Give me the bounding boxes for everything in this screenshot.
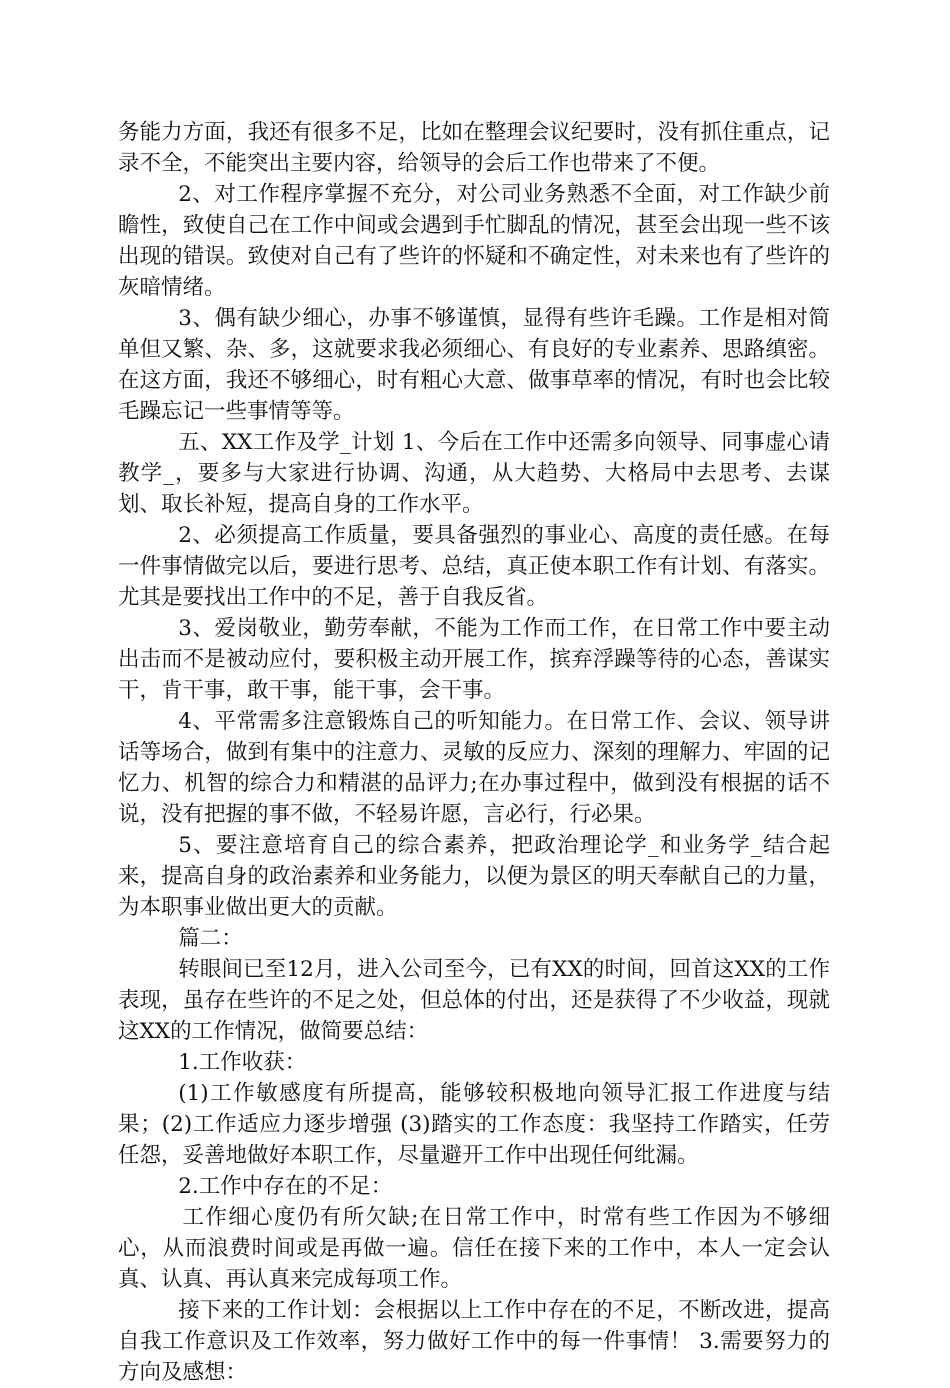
paragraph-item-2: 2、对工作程序掌握不充分，对公司业务熟悉不全面，对工作缺少前瞻性，致使自己在工作中间或会遇到手忙脚乱的情况，甚至会出现一些不该出现的错误。致使对自己有了些许的怀疑和不确定性，对未来也有了些许的灰暗情绪。	[118, 182, 830, 300]
paragraph-item-3: 3、偶有缺少细心，办事不够谨慎，显得有些许毛躁。工作是相对简单但又繁、杂、多，这就要求我必须细心、有良好的专业素养、思路缜密。在这方面，我还不够细心，时有粗心大意、做事草率的情况，有时也会比较毛躁忘记一些事情等等。	[118, 306, 830, 424]
paragraph-next-plan: 接下来的工作计划：会根据以上工作中存在的不足，不断改进，提高自我工作意识及工作效率，努力做好工作中的每一件事情！ 3.需要努力的方向及感想：	[118, 1298, 830, 1385]
paragraph-shortcomings: 工作细心度仍有所欠缺;在日常工作中，时常有些工作因为不够细心，从而浪费时间或是再做一遍。信任在接下来的工作中，本人一定会认真、认真、再认真来完成每项工作。	[118, 1205, 830, 1292]
paragraph-section-five: 五、XX工作及学_计划 1、今后在工作中还需多向领导、同事虚心请教学_，要多与大家进行协调、沟通，从大趋势、大格局中去思考、去谋划、取长补短，提高自身的工作水平。	[118, 430, 830, 517]
paragraph-plan-2: 2、必须提高工作质量，要具备强烈的事业心、高度的责任感。在每一件事情做完以后，要进行思考、总结，真正使本职工作有计划、有落实。尤其是要找出工作中的不足，善于自我反省。	[118, 523, 830, 610]
section-heading-part-two: 篇二：	[178, 926, 243, 951]
document-body	[118, 117, 830, 1388]
paragraph-intro: 转眼间已至12月，进入公司至今，已有XX的时间，回首这XX的工作表现，虽存在些许的不足之处，但总体的付出，还是获得了不少收益，现就这XX的工作情况，做简要总结：	[118, 957, 830, 1044]
paragraph-plan-4: 4、平常需多注意锻炼自己的听知能力。在日常工作、会议、领导讲话等场合，做到有集中的注意力、灵敏的反应力、深刻的理解力、牢固的记忆力、机智的综合力和精湛的品评力;在办事过程中，做到没有根据的话不说，没有把握的事不做，不轻易许愿，言必行，行必果。	[118, 709, 830, 827]
paragraph-work-gains: (1)工作敏感度有所提高，能够较积极地向领导汇报工作进度与结果；(2)工作适应力逐步增强 (3)踏实的工作态度：我坚持工作踏实，任劳任怨，妥善地做好本职工作，尽量避开工作中出现任何纰漏。	[118, 1081, 830, 1168]
paragraph-plan-5: 5、要注意培育自己的综合素养，把政治理论学_和业务学_结合起来，提高自身的政治素养和业务能力，以便为景区的明天奉献自己的力量，为本职事业做出更大的贡献。	[118, 833, 830, 920]
subheading-shortcomings: 2.工作中存在的不足：	[178, 1174, 393, 1199]
subheading-work-gains: 1.工作收获：	[178, 1050, 307, 1075]
paragraph-continuation: 务能力方面，我还有很多不足，比如在整理会议纪要时，没有抓住重点，记录不全，不能突出主要内容，给领导的会后工作也带来了不便。	[118, 120, 830, 176]
paragraph-plan-3: 3、爱岗敬业，勤劳奉献，不能为工作而工作，在日常工作中要主动出击而不是被动应付，要积极主动开展工作，摈弃浮躁等待的心态，善谋实干，肯干事，敢干事，能干事，会干事。	[118, 616, 830, 703]
